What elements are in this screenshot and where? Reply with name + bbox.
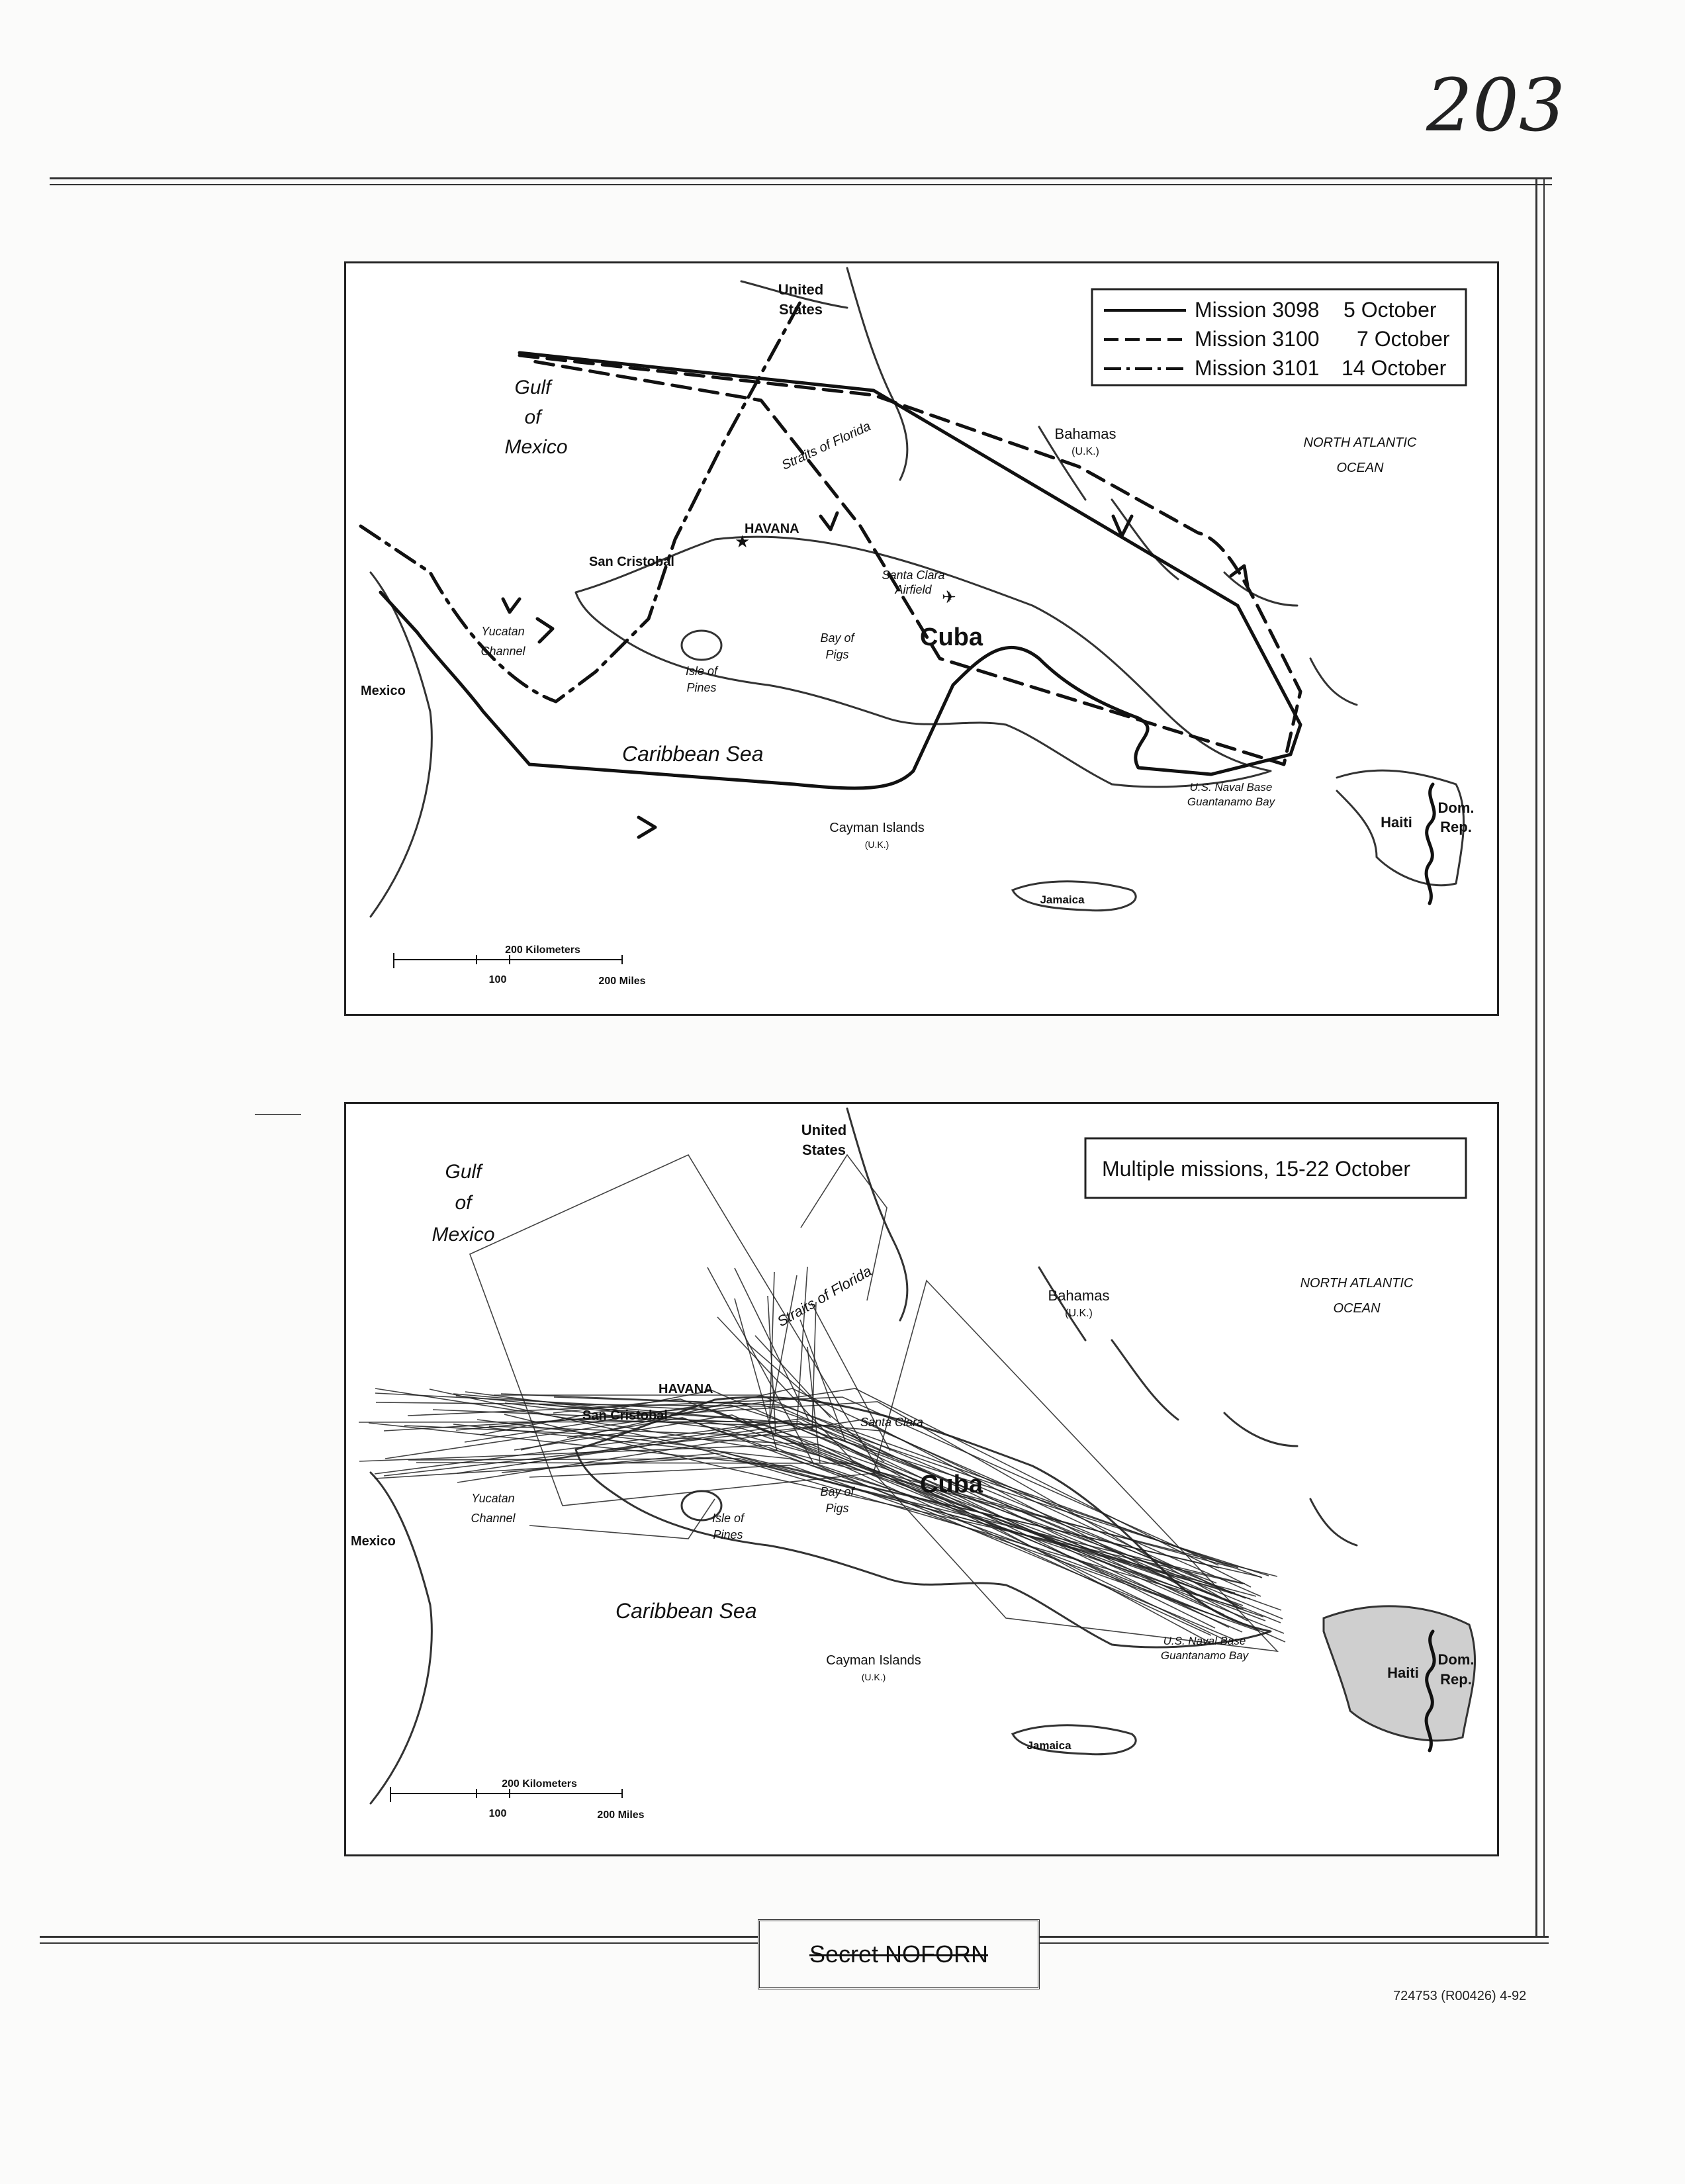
legend-mission-3098: Mission 3098	[1195, 298, 1320, 322]
label2-north-atlantic: NORTH ATLANTIC	[1300, 1276, 1414, 1291]
classification-box	[758, 1919, 1040, 1989]
right-rule	[1535, 177, 1537, 1938]
label-cayman-uk: (U.K.)	[864, 839, 889, 850]
label-haiti: Haiti	[1381, 814, 1412, 831]
label2-cayman-uk: (U.K.)	[861, 1672, 886, 1682]
legend-mission-3101: Mission 3101	[1195, 356, 1320, 380]
label2-jamaica: Jamaica	[1026, 1739, 1071, 1752]
label2-cayman: Cayman Islands	[826, 1653, 921, 1668]
label-santa-clara-2: Airfield	[895, 583, 932, 596]
label-jamaica: Jamaica	[1040, 893, 1085, 906]
label2-dom-rep-1: Dom.	[1437, 1651, 1475, 1668]
label2-yucatan-2: Channel	[471, 1512, 516, 1525]
label2-yucatan-1: Yucatan	[471, 1492, 515, 1505]
label-north-atlantic: NORTH ATLANTIC	[1303, 435, 1417, 450]
label-ocean: OCEAN	[1336, 461, 1384, 475]
label-naval-base-2: Guantanamo Bay	[1187, 796, 1275, 808]
label2-bay-of-pigs-2: Pigs	[825, 1502, 849, 1515]
label2-gulf-3: Mexico	[432, 1224, 495, 1246]
label-gulf-3: Mexico	[504, 436, 568, 458]
label-bahamas-uk: (U.K.)	[1071, 446, 1099, 457]
label-united-states-1: United	[778, 281, 824, 298]
label2-naval-base-1: U.S. Naval Base	[1163, 1635, 1246, 1647]
label2-united-states-1: United	[801, 1122, 847, 1138]
label2-haiti: Haiti	[1387, 1664, 1419, 1681]
map2-legend	[1085, 1138, 1466, 1198]
label-naval-base-1: U.S. Naval Base	[1189, 781, 1273, 794]
label-santa-clara-1: Santa Clara	[882, 569, 945, 582]
label-san-cristobal: San Cristobal	[589, 555, 674, 569]
label-mexico: Mexico	[361, 684, 406, 698]
label2-santa-clara: Santa Clara	[860, 1416, 924, 1429]
map-missions-october	[344, 261, 1499, 1016]
label2-bahamas: Bahamas	[1048, 1287, 1110, 1304]
label-united-states-2: States	[778, 301, 823, 318]
label2-naval-base-2: Guantanamo Bay	[1160, 1649, 1249, 1662]
label2-gulf-2: of	[455, 1192, 472, 1214]
label2-cuba: Cuba	[920, 1471, 983, 1498]
label2-isle-of-pines-1: Isle of	[711, 1512, 745, 1525]
legend-date-3100: 7 October	[1357, 327, 1450, 351]
label-dom-rep-1: Dom.	[1437, 799, 1475, 816]
top-rule-inner	[50, 184, 1552, 185]
scale-miles-label: 200 Miles	[598, 976, 646, 987]
page-number: 203	[1426, 63, 1565, 148]
label2-bay-of-pigs-1: Bay of	[820, 1485, 854, 1498]
label2-san-cristobal: San Cristobal	[582, 1408, 668, 1423]
label-isle-of-pines-2: Pines	[686, 681, 717, 694]
label2-dom-rep-2: Rep.	[1440, 1671, 1472, 1688]
label-havana: HAVANA	[745, 522, 799, 536]
scale-km-label: 200 Kilometers	[505, 944, 580, 956]
label2-mexico: Mexico	[351, 1534, 396, 1549]
label-caribbean: Caribbean Sea	[622, 742, 764, 766]
label-bay-of-pigs-2: Pigs	[825, 648, 849, 661]
label-bahamas: Bahamas	[1054, 426, 1116, 442]
label-yucatan-1: Yucatan	[481, 625, 525, 638]
label-isle-of-pines-1: Isle of	[685, 664, 718, 678]
label-gulf-2: of	[524, 406, 541, 428]
right-rule-inner	[1543, 177, 1545, 1938]
label-bay-of-pigs-1: Bay of	[820, 631, 854, 645]
havana-star: ★	[735, 531, 751, 551]
label-yucatan-2: Channel	[480, 645, 525, 658]
legend-mission-3100: Mission 3100	[1195, 327, 1320, 351]
label2-united-states-2: States	[801, 1142, 846, 1158]
scale2-km-label: 200 Kilometers	[502, 1778, 577, 1790]
label-cuba: Cuba	[920, 623, 983, 651]
label2-bahamas-uk: (U.K.)	[1065, 1308, 1093, 1319]
top-rule	[50, 177, 1552, 179]
scale2-100-label: 100	[488, 1808, 507, 1819]
legend-date-3098: 5 October	[1343, 298, 1437, 322]
scale2-miles-label: 200 Miles	[597, 1809, 645, 1821]
label-dom-rep-2: Rep.	[1440, 819, 1472, 835]
stray-mark	[255, 1114, 301, 1115]
scale-100-label: 100	[488, 974, 507, 985]
legend-date-3101: 14 October	[1342, 356, 1447, 380]
label2-gulf-1: Gulf	[445, 1161, 482, 1183]
map2-legend-text: Multiple missions, 15-22 October	[1102, 1157, 1410, 1181]
label2-havana: HAVANA	[659, 1382, 713, 1396]
label-cayman: Cayman Islands	[829, 821, 925, 835]
label2-straits: Straits of Florida	[774, 1262, 875, 1330]
map1-legend	[1092, 289, 1466, 385]
map-multiple-missions	[344, 1102, 1499, 1856]
airfield-icon: ✈	[942, 587, 956, 607]
document-reference: 724753 (R00426) 4-92	[1393, 1989, 1527, 2003]
label-straits: Straits of Florida	[779, 419, 874, 473]
label-gulf-1: Gulf	[514, 377, 551, 398]
label2-isle-of-pines-2: Pines	[713, 1528, 743, 1541]
label2-caribbean: Caribbean Sea	[615, 1599, 757, 1623]
label2-ocean: OCEAN	[1333, 1301, 1381, 1316]
classification-label: Secret NOFORN	[809, 1940, 989, 1968]
